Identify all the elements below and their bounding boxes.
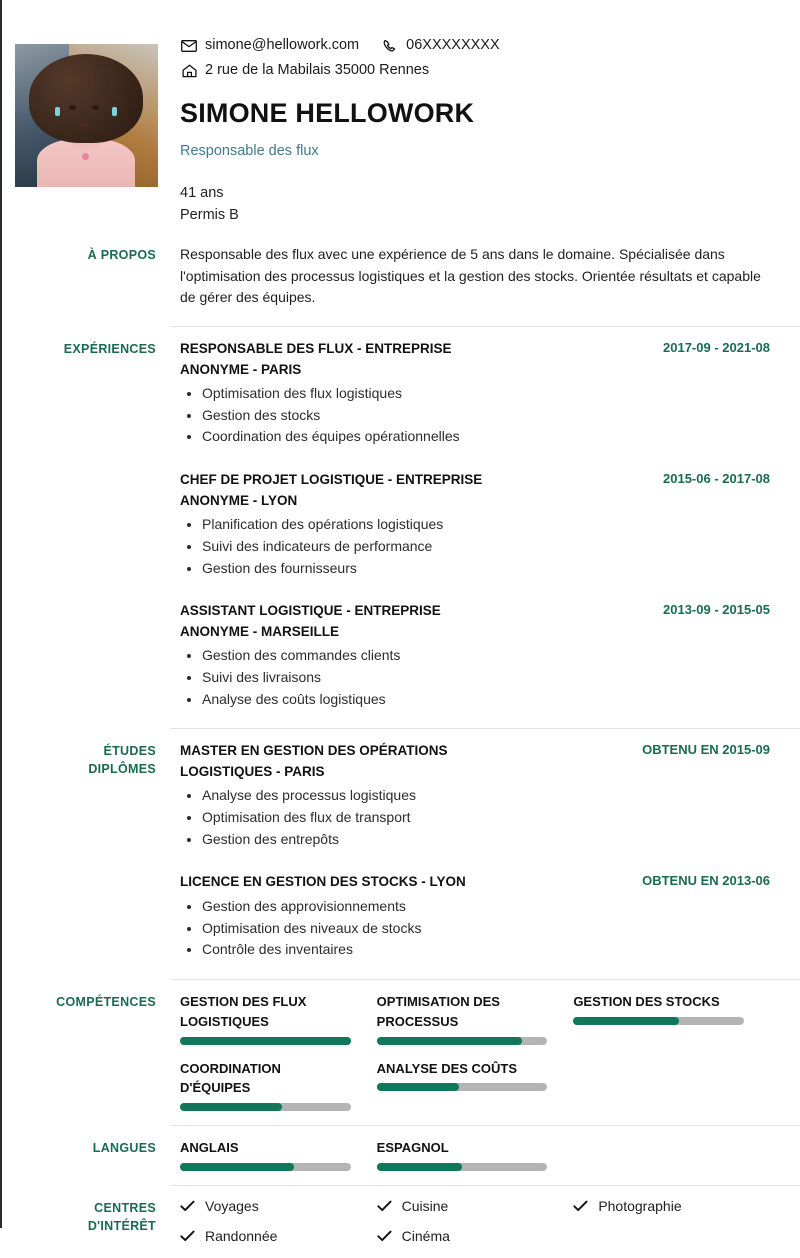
languages-grid [180, 1138, 770, 1185]
check-icon [180, 1230, 199, 1242]
education-date: OBTENU EN 2013-06 [642, 873, 770, 889]
section-label-interests-line1: CENTRES [94, 1200, 156, 1215]
contact-address [180, 59, 429, 82]
skills-label-gutter [2, 979, 170, 1011]
section-languages [2, 1125, 800, 1185]
about-content [170, 244, 800, 308]
section-label-interests-line2: D'INTÉRÊT [87, 1218, 156, 1233]
section-label-education [2, 728, 156, 778]
skills-grid [180, 992, 770, 1125]
licence-text: Permis B [180, 206, 239, 223]
contact-email-text: simone@hellowork.com [205, 37, 360, 53]
section-label-education-line2: DIPLÔMES [88, 762, 156, 777]
check-icon [180, 1200, 199, 1212]
list-item: Analyse des coûts logistiques [180, 689, 770, 711]
section-label-experiences: EXPÉRIENCES [63, 342, 156, 357]
list-item: Gestion des commandes clients [180, 645, 770, 667]
skill-item [377, 1059, 574, 1112]
education-date: OBTENU EN 2015-09 [642, 742, 770, 758]
skill-name: GESTION DES FLUX LOGISTIQUES [180, 994, 307, 1029]
language-item-empty [573, 1138, 770, 1171]
section-label-education-line1: ÉTUDES [103, 744, 156, 759]
section-label-about: À PROPOS [87, 248, 156, 263]
education-content [170, 728, 800, 965]
experiences-label-gutter [2, 326, 170, 358]
interest-label: Voyages [205, 1197, 259, 1214]
section-about [2, 244, 800, 308]
cv-header [2, 0, 800, 226]
experience-date: 2015-06 - 2017-08 [663, 471, 770, 487]
list-item: Gestion des approvisionnements [180, 896, 770, 918]
phone-icon [381, 39, 399, 53]
language-name: ESPAGNOL [376, 1140, 449, 1156]
contact-phone-text: 06XXXXXXXX [406, 37, 500, 53]
section-label-skills: COMPÉTENCES [56, 995, 156, 1010]
section-skills [2, 979, 800, 1125]
contact-line-primary [180, 34, 770, 57]
section-experiences [2, 326, 800, 714]
skill-progress-bar [180, 1037, 351, 1045]
interest-item [377, 1228, 574, 1244]
age-text: 41 ans [180, 185, 224, 202]
list-item: Suivi des livraisons [180, 667, 770, 689]
language-item [377, 1138, 574, 1171]
language-progress-bar [180, 1163, 351, 1171]
interests-grid [180, 1198, 770, 1258]
interest-label: Cuisine [401, 1197, 449, 1214]
photo-earring-right [112, 107, 117, 116]
section-label-interests [2, 1185, 156, 1235]
list-item: Planification des opérations logistiques [180, 514, 770, 536]
photo-necklace [82, 153, 89, 160]
skill-item [180, 992, 377, 1045]
experience-title: CHEF DE PROJET LOGISTIQUE - ENTREPRISE ANONYME - LYON [180, 472, 483, 508]
language-progress-fill [180, 1163, 294, 1171]
experience-date: 2013-09 - 2015-05 [663, 602, 770, 618]
home-icon [180, 64, 198, 78]
language-name: ANGLAIS [180, 1140, 239, 1156]
skill-progress-bar [180, 1103, 351, 1111]
skill-progress-fill [377, 1083, 459, 1091]
header-info [170, 34, 800, 226]
list-item: Suivi des indicateurs de performance [180, 536, 770, 558]
skill-name: GESTION DES STOCKS [573, 994, 720, 1010]
contact-email[interactable] [180, 34, 359, 57]
interest-item [180, 1198, 377, 1214]
section-education [2, 728, 800, 965]
education-entry-head [180, 741, 770, 782]
contact-line-address [180, 59, 770, 82]
education-bullets [180, 785, 770, 850]
education-bullets [180, 896, 770, 961]
skill-item [573, 992, 770, 1045]
interest-item [377, 1198, 574, 1214]
check-icon [377, 1230, 396, 1242]
languages-content [170, 1125, 800, 1185]
experience-entry [180, 601, 770, 710]
interests-content [170, 1185, 800, 1258]
skill-progress-bar [377, 1083, 548, 1091]
list-item: Gestion des fournisseurs [180, 558, 770, 580]
interest-item [573, 1198, 770, 1214]
skill-progress-fill [180, 1037, 351, 1045]
skill-item [180, 1059, 377, 1112]
experience-title: ASSISTANT LOGISTIQUE - ENTREPRISE ANONYME - MARSEILLE [180, 603, 441, 639]
experience-bullets [180, 645, 770, 710]
experience-bullets [180, 514, 770, 579]
skills-content [170, 979, 800, 1125]
education-title: MASTER EN GESTION DES OPÉRATIONS LOGISTIQUES - PARIS [180, 743, 448, 779]
list-item: Contrôle des inventaires [180, 939, 770, 961]
experience-entry-head [180, 601, 770, 642]
interests-label-gutter [2, 1185, 170, 1235]
language-progress-fill [377, 1163, 462, 1171]
profile-photo-wrapper [2, 34, 170, 187]
interest-label: Cinéma [401, 1227, 450, 1244]
experience-entry-head [180, 339, 770, 380]
list-item: Gestion des entrepôts [180, 829, 770, 851]
contact-address-text: 2 rue de la Mabilais 35000 Rennes [205, 62, 430, 79]
language-progress-bar [377, 1163, 548, 1171]
interest-label: Randonnée [205, 1227, 278, 1244]
skill-item [377, 992, 574, 1045]
skill-progress-fill [180, 1103, 282, 1111]
contact-phone[interactable] [381, 34, 500, 57]
interest-item [180, 1228, 377, 1244]
page-title: SIMONE HELLOWORK [180, 98, 475, 129]
list-item: Gestion des stocks [180, 405, 770, 427]
avatar [15, 44, 158, 187]
experience-entry-head [180, 470, 770, 511]
experience-title: RESPONSABLE DES FLUX - ENTREPRISE ANONYME - PARIS [180, 341, 452, 377]
experience-entry [180, 339, 770, 448]
skill-progress-bar [377, 1037, 548, 1045]
education-label-gutter [2, 728, 170, 778]
experiences-content [170, 326, 800, 714]
interest-label: Photographie [598, 1197, 682, 1214]
experience-date: 2017-09 - 2021-08 [663, 340, 770, 356]
education-entry-head [180, 872, 770, 893]
about-text: Responsable des flux avec une expérience de 5 ans dans le domaine. Spécialisée dans l'optimisation des processus logistiques et la gestion des stocks. Orientée résultats et capable de gérer des équipes. [180, 246, 761, 305]
check-icon [377, 1200, 396, 1212]
language-item [180, 1138, 377, 1171]
skill-progress-fill [377, 1037, 522, 1045]
skill-progress-bar [573, 1017, 744, 1025]
experience-entry [180, 470, 770, 579]
skill-name: ANALYSE DES COÛTS [376, 1060, 518, 1076]
list-item: Coordination des équipes opérationnelles [180, 426, 770, 448]
skill-progress-fill [573, 1017, 679, 1025]
list-item: Analyse des processus logistiques [180, 785, 770, 807]
list-item: Optimisation des flux de transport [180, 807, 770, 829]
skill-name: COORDINATION D'ÉQUIPES [180, 1060, 281, 1096]
check-icon [573, 1200, 592, 1212]
personal-details [180, 183, 770, 226]
section-label-languages: LANGUES [92, 1141, 156, 1156]
job-title: Responsable des flux [180, 143, 319, 160]
photo-earring-left [55, 107, 60, 116]
education-title: LICENCE EN GESTION DES STOCKS - LYON [180, 874, 466, 890]
education-entry [180, 872, 770, 961]
education-entry [180, 741, 770, 850]
languages-label-gutter [2, 1125, 170, 1157]
section-interests [2, 1185, 800, 1258]
about-label-gutter [2, 244, 170, 264]
envelope-icon [180, 40, 198, 52]
list-item: Optimisation des niveaux de stocks [180, 918, 770, 940]
skill-name: OPTIMISATION DES PROCESSUS [376, 994, 500, 1029]
photo-hair [29, 54, 143, 143]
list-item: Optimisation des flux logistiques [180, 383, 770, 405]
experience-bullets [180, 383, 770, 448]
